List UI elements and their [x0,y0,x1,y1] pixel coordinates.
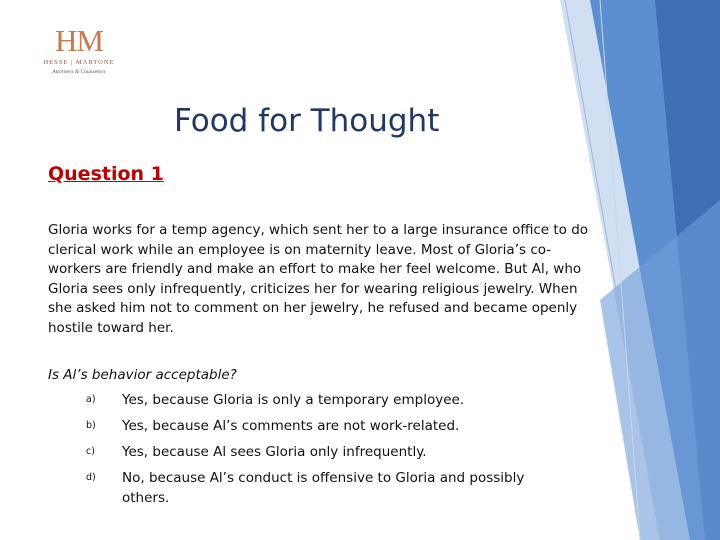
scenario-text: Gloria works for a temp agency, which sent her to a large insurance office to do clerical work while an employee is on maternity leave. Most of Gloria’s co-workers are friendly and make an effort to make her feel welcome. But Al, who Gloria sees only infrequently, criticizes her for wearing religious jewelry. When she asked him not to comment on her jewelry, he refused and became openly hostile toward her. [48,222,589,336]
answer-option-c [86,443,556,463]
question-prompt: Is Al’s behavior acceptable? [48,367,237,383]
answer-options-list [86,391,556,515]
question-heading: Question 1 [48,163,164,185]
option-letter: d) [86,472,96,484]
option-letter: c) [86,446,95,458]
option-text: Yes, because Gloria is only a temporary employee. [122,392,465,408]
logo-monogram: HM [55,23,103,58]
logo-firm-name: HESSE | MARTONE [43,59,115,66]
answer-option-d [86,469,556,508]
option-text: Yes, because Al sees Gloria only infrequently. [122,444,427,461]
option-letter: a) [86,394,96,405]
answer-option-b [86,417,556,437]
answer-option-a [86,391,556,411]
company-logo [38,23,120,76]
slide-title: Food for Thought [174,103,440,139]
option-letter: b) [86,420,96,432]
logo-tagline: Attorneys & Counselors [52,69,106,75]
option-text: No, because Al’s conduct is offensive to Gloria and possibly others. [122,470,525,506]
option-text: Yes, because Al’s comments are not work-related. [122,418,460,435]
